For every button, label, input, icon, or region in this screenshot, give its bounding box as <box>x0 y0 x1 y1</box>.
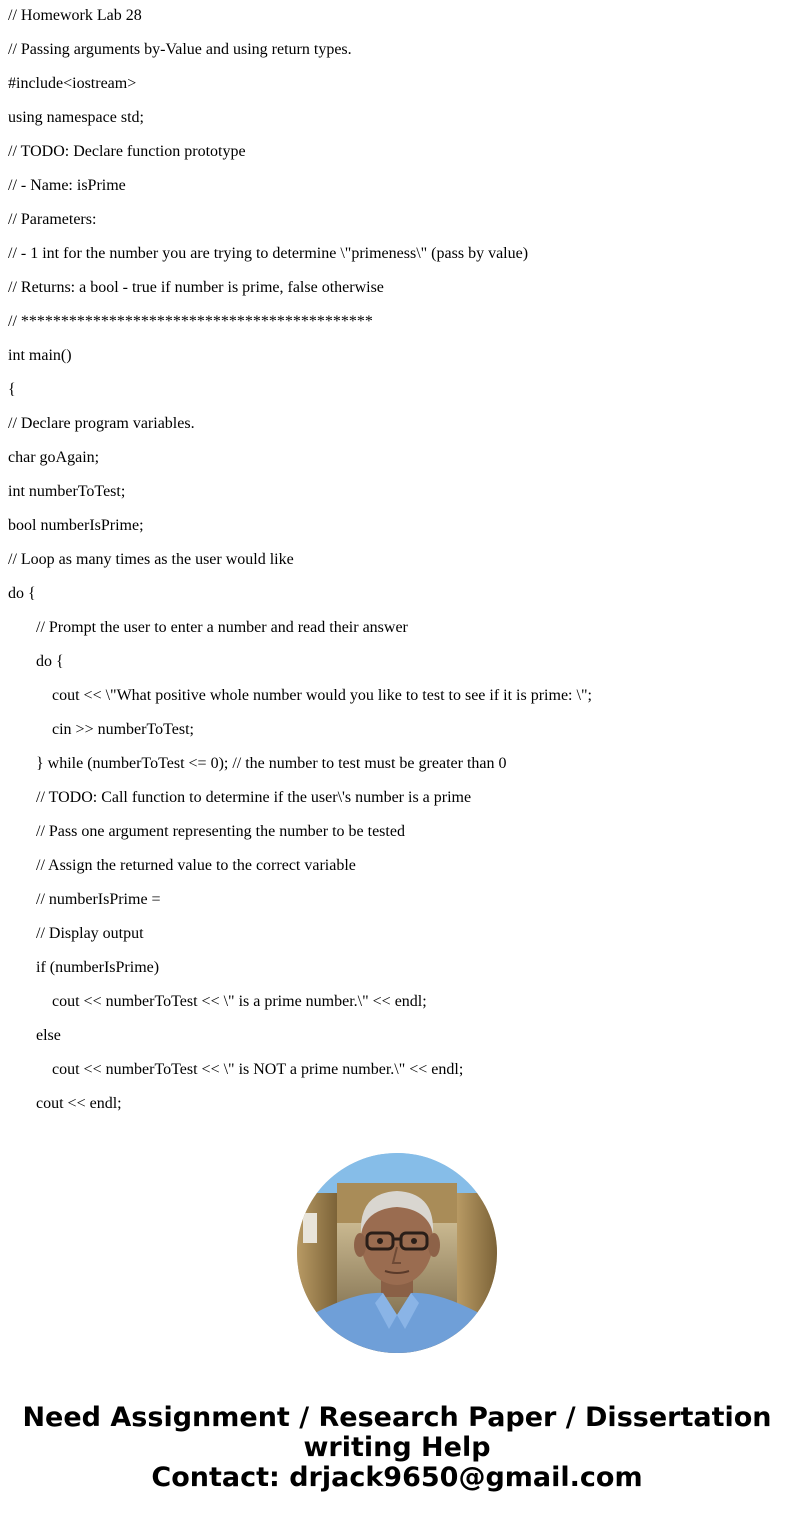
code-line: bool numberIsPrime; <box>8 517 144 534</box>
code-line: do { <box>8 585 36 602</box>
footer-line-2: writing Help <box>303 1432 491 1463</box>
code-line: // Parameters: <box>8 211 97 228</box>
code-line: // Display output <box>36 925 144 942</box>
code-line: char goAgain; <box>8 449 100 466</box>
code-line: if (numberIsPrime) <box>36 959 160 976</box>
promo-footer <box>0 1403 794 1493</box>
code-line: // Homework Lab 28 <box>8 7 142 24</box>
code-line: } while (numberToTest <= 0); // the number to test must be greater than 0 <box>36 755 507 772</box>
code-line: // Returns: a bool - true if number is prime, false otherwise <box>8 279 384 296</box>
code-line: else <box>36 1027 61 1044</box>
code-line: int main() <box>8 347 72 364</box>
code-line: using namespace std; <box>8 109 144 126</box>
code-line: cout << numberToTest << \" is NOT a prime number.\" << endl; <box>52 1061 464 1078</box>
code-line: int numberToTest; <box>8 483 126 500</box>
footer-contact: Contact: drjack9650@gmail.com <box>151 1462 643 1493</box>
code-line: // TODO: Declare function prototype <box>8 143 246 160</box>
code-line: // numberIsPrime = <box>36 891 161 908</box>
code-line: { <box>8 381 16 398</box>
code-line: // Assign the returned value to the correct variable <box>36 857 356 874</box>
code-line: // ******************************************** <box>8 313 373 330</box>
code-line: // Prompt the user to enter a number and read their answer <box>36 619 408 636</box>
code-line: // Declare program variables. <box>8 415 195 432</box>
code-line: #include<iostream> <box>8 75 137 92</box>
code-line: cin >> numberToTest; <box>52 721 194 738</box>
code-line: cout << numberToTest << \" is a prime number.\" << endl; <box>52 993 427 1010</box>
avatar-photo-icon <box>297 1153 497 1353</box>
footer-line-1: Need Assignment / Research Paper / Dissertation <box>22 1402 772 1433</box>
code-line: // Loop as many times as the user would like <box>8 551 294 568</box>
code-line: cout << \"What positive whole number would you like to test to see if it is prime: \"; <box>52 687 592 704</box>
author-avatar <box>297 1153 497 1353</box>
code-line: // TODO: Call function to determine if the user\'s number is a prime <box>36 789 472 806</box>
code-line: // Passing arguments by-Value and using return types. <box>8 41 352 58</box>
code-line: cout << endl; <box>36 1095 122 1112</box>
code-line: // - Name: isPrime <box>8 177 126 194</box>
code-line: // Pass one argument representing the number to be tested <box>36 823 405 840</box>
code-line: do { <box>36 653 64 670</box>
code-line: // - 1 int for the number you are trying to determine \"primeness\" (pass by value) <box>8 245 529 262</box>
